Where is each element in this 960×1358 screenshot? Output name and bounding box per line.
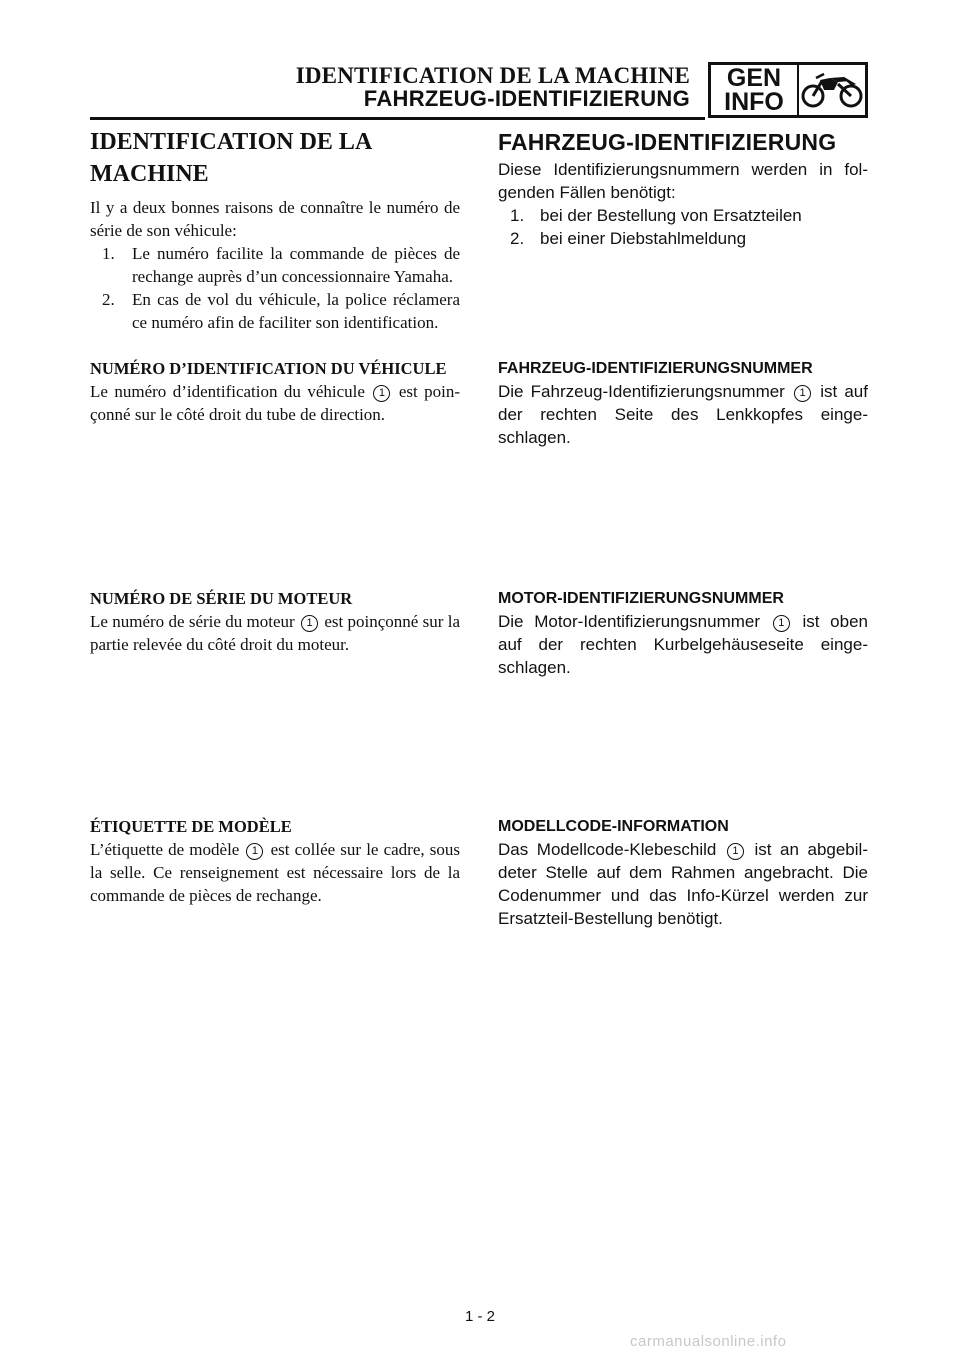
- fr-section-title: IDENTIFICATION DE LA MACHINE: [90, 129, 371, 187]
- de-section-title: FAHRZEUG-IDENTIFIZIERUNG: [498, 129, 837, 155]
- fr-reasons-list: [90, 242, 460, 334]
- list-item: 1. bei der Bestellung von Ersatzteilen: [510, 206, 802, 225]
- fr-engine-title: NUMÉRO DE SÉRIE DU MOTEUR: [90, 589, 353, 608]
- de-label-text: Das Modellcode-Klebeschild 1 ist an abgebildeter Stelle auf dem Rahmen angebracht. Die Codenummer und das Info-Kürzel werden zur Ersatzteil-Bestellung benötigt.: [498, 840, 868, 928]
- fr-intro: Il y a deux bonnes raisons de connaître le numéro de série de son véhicule:: [90, 198, 460, 240]
- list-item: 2. bei einer Diebstahlmeldung: [510, 229, 747, 248]
- header-title-fr: IDENTIFICATION DE LA MACHINE: [295, 63, 690, 88]
- de-vin-section: [498, 357, 868, 449]
- de-vin-title: FAHRZEUG-IDENTIFIZIERUNGSNUMMER: [498, 360, 813, 377]
- fr-vin-text: Le numéro d’identification du véhicule 1 est poinçonné sur le côté droit du tube de direction.: [90, 382, 461, 424]
- gen-info-label: [711, 65, 799, 115]
- fr-intro-section: [90, 126, 460, 334]
- de-engine-section: [498, 587, 868, 679]
- de-engine-title: MOTOR-IDENTIFIZIERUNGSNUMMER: [498, 590, 784, 607]
- de-vin-text: Die Fahrzeug-Identifizierungsnummer 1 ist auf der rechten Seite des Lenkkopfes eingeschlagen.: [498, 382, 868, 447]
- de-intro: Diese Identifizierungsnummern werden in folgenden Fällen benötigt:: [498, 160, 868, 202]
- de-intro-section: [498, 128, 868, 250]
- callout-1-icon: 1: [727, 843, 744, 860]
- watermark: carmanualsonline.info: [630, 1333, 787, 1350]
- callout-1-icon: 1: [373, 385, 390, 402]
- callout-1-icon: 1: [794, 385, 811, 402]
- badge-line2: INFO: [724, 88, 784, 116]
- callout-1-icon: 1: [246, 843, 263, 860]
- header-rule: [90, 117, 705, 120]
- de-label-section: [498, 815, 868, 930]
- fr-label-text: L’étiquette de modèle 1 est collée sur le cadre, sous la selle. Ce renseignement est nécessaire lors de la commande de pièces de rechange.: [90, 840, 460, 905]
- de-reasons-list: [498, 204, 868, 250]
- list-item: 1. Le numéro facilite la commande de pièces de rechange auprès d’un concessionnaire Yamaha.: [102, 244, 460, 286]
- motorcycle-icon: [799, 65, 865, 115]
- fr-label-section: [90, 815, 460, 907]
- callout-1-icon: 1: [301, 615, 318, 632]
- callout-1-icon: 1: [773, 615, 790, 632]
- de-label-title: MODELLCODE-INFORMATION: [498, 818, 729, 835]
- badge-line1: GEN: [726, 64, 782, 92]
- header-title-de: FAHRZEUG-IDENTIFIZIERUNG: [363, 86, 690, 111]
- fr-engine-text: Le numéro de série du moteur 1 est poinçonné sur la partie relevée du côté droit du moteur.: [90, 612, 460, 654]
- gen-info-badge: [708, 62, 868, 118]
- fr-label-title: ÉTIQUETTE DE MODÈLE: [90, 817, 292, 836]
- de-engine-text: Die Motor-Identifizierungsnummer 1 ist oben auf der rechten Kurbelgehäuseseite eingeschlagen.: [498, 612, 868, 677]
- fr-engine-section: [90, 587, 460, 656]
- list-item: 2. En cas de vol du véhicule, la police réclamera ce numéro afin de faciliter son identification.: [102, 290, 460, 332]
- fr-vin-section: [90, 357, 460, 426]
- fr-vin-title: NUMÉRO D’IDENTIFICATION DU VÉHICULE: [90, 359, 447, 378]
- page-number: 1 - 2: [464, 1308, 495, 1325]
